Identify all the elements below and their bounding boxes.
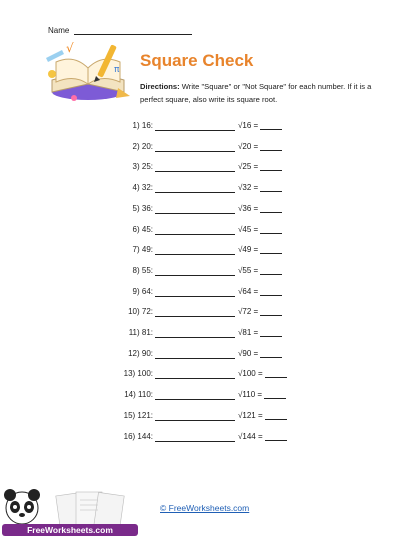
square-root-row <box>238 411 287 420</box>
square-answer-line[interactable] <box>155 204 235 214</box>
root-answer-line[interactable] <box>260 267 282 275</box>
problem-number: 7) 49: <box>132 245 153 254</box>
square-root-row <box>238 204 282 213</box>
root-answer-line[interactable] <box>260 205 282 213</box>
root-answer-line[interactable] <box>260 143 282 151</box>
problem-number: 16) 144: <box>123 432 153 441</box>
svg-text:√: √ <box>66 41 74 55</box>
logo-text: FreeWorksheets.com <box>27 525 113 535</box>
square-answer-line[interactable] <box>155 390 235 400</box>
square-root-row <box>238 225 282 234</box>
square-answer-line[interactable] <box>155 121 235 131</box>
svg-text:π: π <box>114 65 120 75</box>
root-answer-line[interactable] <box>260 246 282 254</box>
root-answer-line[interactable] <box>265 433 287 441</box>
square-root-expression: √81 = <box>238 328 259 337</box>
square-root-expression: √32 = <box>238 183 259 192</box>
square-root-expression: √72 = <box>238 307 259 316</box>
root-answer-line[interactable] <box>260 163 282 171</box>
footer-link[interactable]: © FreeWorksheets.com <box>160 503 250 513</box>
problem-label <box>0 225 153 239</box>
directions-text <box>140 80 380 106</box>
problem-number: 10) 72: <box>128 307 153 316</box>
problem-label <box>0 245 153 259</box>
square-root-expression: √16 = <box>238 121 259 130</box>
square-root-row <box>238 121 282 130</box>
problem-label <box>0 328 153 342</box>
square-answer-line[interactable] <box>155 432 235 442</box>
problem-label <box>0 204 153 218</box>
square-root-expression: √45 = <box>238 225 259 234</box>
book-clipart <box>44 40 132 106</box>
square-answer-line[interactable] <box>155 328 235 338</box>
problem-label <box>0 369 153 383</box>
problem-number: 8) 55: <box>132 266 153 275</box>
square-root-row <box>238 307 282 316</box>
root-answer-line[interactable] <box>260 329 282 337</box>
square-root-row <box>238 369 287 378</box>
problem-number: 4) 32: <box>132 183 153 192</box>
square-root-row <box>238 390 286 399</box>
square-root-expression: √64 = <box>238 287 259 296</box>
root-answer-line[interactable] <box>260 308 282 316</box>
directions-body: Write "Square" or "Not Square" for each number. If it is a perfect square, also write its square root. <box>140 82 372 104</box>
problem-label <box>0 142 153 156</box>
problem-number: 5) 36: <box>132 204 153 213</box>
problem-number: 13) 100: <box>123 369 153 378</box>
problem-label <box>0 287 153 301</box>
square-root-expression: √121 = <box>238 411 263 420</box>
problem-number: 11) 81: <box>128 328 153 337</box>
root-answer-line[interactable] <box>260 184 282 192</box>
problem-number: 15) 121: <box>123 411 153 420</box>
square-answer-line[interactable] <box>155 369 235 379</box>
root-answer-line[interactable] <box>264 391 286 399</box>
problem-label <box>0 162 153 176</box>
square-root-row <box>238 162 282 171</box>
root-answer-line[interactable] <box>260 122 282 130</box>
name-line[interactable] <box>74 26 192 35</box>
square-root-row <box>238 349 282 358</box>
square-root-expression: √20 = <box>238 142 259 151</box>
square-root-expression: √36 = <box>238 204 259 213</box>
square-answer-line[interactable] <box>155 162 235 172</box>
square-root-expression: √90 = <box>238 349 259 358</box>
square-root-row <box>238 183 282 192</box>
root-answer-line[interactable] <box>260 226 282 234</box>
root-answer-line[interactable] <box>260 350 282 358</box>
problem-label <box>0 390 153 404</box>
problem-label <box>0 432 153 446</box>
square-root-expression: √110 = <box>238 390 263 399</box>
problem-label <box>0 121 153 135</box>
square-answer-line[interactable] <box>155 266 235 276</box>
square-answer-line[interactable] <box>155 411 235 421</box>
name-label: Name <box>48 26 70 35</box>
problem-label <box>0 349 153 363</box>
problem-label <box>0 307 153 321</box>
square-root-row <box>238 287 282 296</box>
square-root-row <box>238 328 282 337</box>
square-root-row <box>238 432 287 441</box>
square-root-row <box>238 266 282 275</box>
problem-label <box>0 411 153 425</box>
square-root-row <box>238 245 282 254</box>
problem-number: 1) 16: <box>132 121 153 130</box>
square-answer-line[interactable] <box>155 225 235 235</box>
square-root-expression: √25 = <box>238 162 259 171</box>
problem-number: 3) 25: <box>132 162 153 171</box>
root-answer-line[interactable] <box>265 370 287 378</box>
square-answer-line[interactable] <box>155 142 235 152</box>
square-answer-line[interactable] <box>155 245 235 255</box>
square-root-row <box>238 142 282 151</box>
problem-number: 9) 64: <box>132 287 153 296</box>
square-root-expression: √49 = <box>238 245 259 254</box>
worksheet-title: Square Check <box>140 51 254 70</box>
problem-number: 12) 90: <box>128 349 153 358</box>
square-root-expression: √100 = <box>238 369 263 378</box>
problem-number: 6) 45: <box>132 225 153 234</box>
problem-number: 2) 20: <box>132 142 153 151</box>
square-answer-line[interactable] <box>155 307 235 317</box>
directions-label: Directions: <box>140 82 180 91</box>
square-answer-line[interactable] <box>155 349 235 359</box>
problem-label <box>0 183 153 197</box>
root-answer-line[interactable] <box>265 412 287 420</box>
problem-number: 14) 110: <box>124 390 153 399</box>
square-root-expression: √55 = <box>238 266 259 275</box>
root-answer-line[interactable] <box>260 288 282 296</box>
square-answer-line[interactable] <box>155 287 235 297</box>
square-answer-line[interactable] <box>155 183 235 193</box>
problem-label <box>0 266 153 280</box>
square-root-expression: √144 = <box>238 432 263 441</box>
name-field-row <box>48 26 192 35</box>
freeworksheets-logo <box>0 488 140 538</box>
